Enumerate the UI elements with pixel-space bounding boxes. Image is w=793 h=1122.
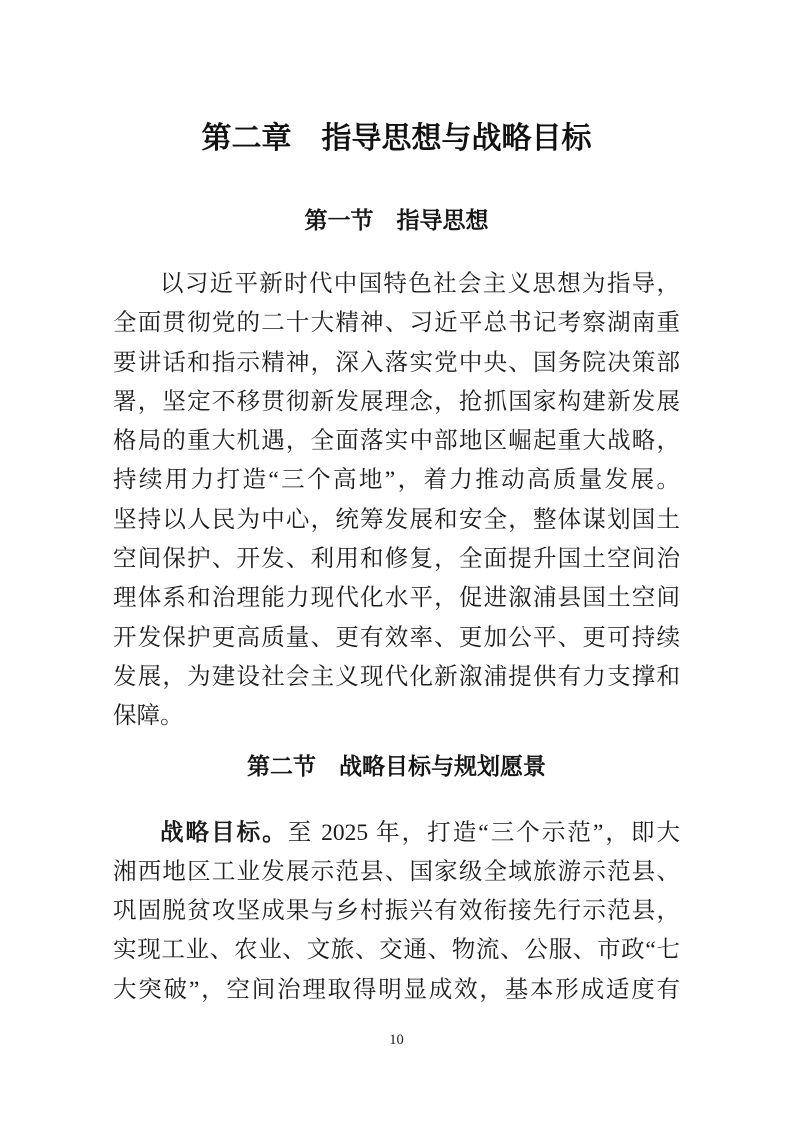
body-line: 理体系和治理能力现代化水平，促进溆浦县国土空间 [113, 585, 680, 612]
section-1-heading: 第一节 指导思想 [304, 207, 489, 233]
body-line: 开发保护更高质量、更有效率、更加公平、更可持续 [113, 624, 680, 651]
body-line-with-lead [113, 814, 680, 853]
body-line: 大突破”，空间治理取得明显成效，基本形成适度有 [113, 976, 680, 1003]
body-line: 巩固脱贫攻坚成果与乡村振兴有效衔接先行示范县， [113, 898, 680, 925]
body-line: 全面贯彻党的二十大精神、习近平总书记考察湖南重 [113, 310, 680, 337]
page-number: 10 [389, 1032, 404, 1048]
body-line: 坚持以人民为中心，统筹发展和安全，整体谋划国土 [113, 506, 680, 533]
section-2-heading: 第二节 战略目标与规划愿景 [247, 752, 546, 779]
section-2-paragraph [113, 814, 680, 1010]
paragraph-lead-bold: 战略目标。 [160, 819, 288, 846]
body-line: 空间保护、开发、利用和修复，全面提升国土空间治 [113, 546, 680, 573]
chapter-title: 第二章 指导思想与战略目标 [201, 122, 592, 155]
body-line: 持续用力打造“三个高地”，着力推动高质量发展。 [113, 467, 680, 494]
section-1-paragraph [113, 265, 680, 737]
body-line: 发展，为建设社会主义现代化新溆浦提供有力支撑和 [113, 663, 680, 690]
body-line: 保障。 [113, 703, 184, 730]
body-line: 实现工业、农业、文旅、交通、物流、公服、市政“七 [113, 937, 680, 964]
body-line: 署，坚定不移贯彻新发展理念，抢抓国家构建新发展 [113, 388, 680, 415]
body-line: 湘西地区工业发展示范县、国家级全域旅游示范县、 [113, 858, 680, 885]
section-2-paragraph-lines [113, 853, 680, 1010]
body-line: 要讲话和指示精神，深入落实党中央、国务院决策部 [113, 349, 680, 376]
lead-line-rest: 至 2025 年，打造“三个示范”，即大 [287, 819, 680, 846]
body-line: 格局的重大机遇，全面落实中部地区崛起重大战略， [113, 428, 680, 455]
body-line: 以习近平新时代中国特色社会主义思想为指导， [160, 271, 680, 297]
